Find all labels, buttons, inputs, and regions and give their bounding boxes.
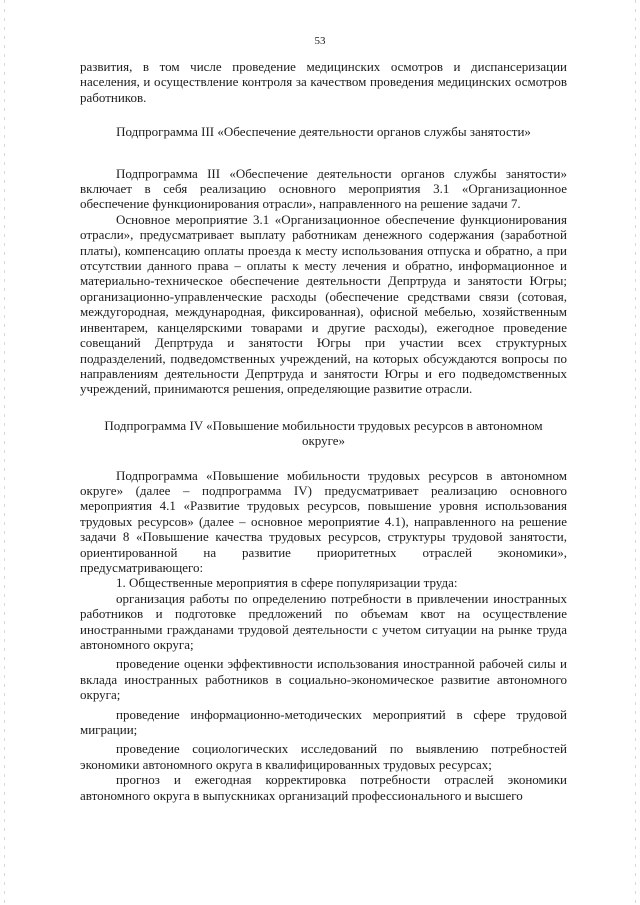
subprogram-4-item-4: проведение социологических исследований по выявлению потребностей экономики автономного округа в квалифицированных трудовых ресурсах; [80, 741, 567, 772]
subprogram-4-item-2: проведение оценки эффективности использования иностранной рабочей силы и вклада иностранных работников в социально-экономическое развитие автономного округа; [80, 656, 567, 703]
intro-paragraph: развития, в том числе проведение медицинских осмотров и диспансеризации населения, и осуществление контроля за качеством проведения медицинских осмотров работников. [80, 59, 567, 105]
document-body [80, 59, 567, 803]
subprogram-3-paragraph-2: Основное мероприятие 3.1 «Организационное обеспечение функционирования отрасли», предусматривает выплату работникам денежного содержания (заработной платы), компенсацию оплаты проезда к месту использования отпуска и обратно, а при отсутствии данного права – оплаты к месту лечения и обратно, информационное и материально-техническое обеспечение деятельности Депртруда и занятости Югры; организационно-управленческие расходы (обеспечение средствами связи (сотовая, междугородная, международная, фиксированная), офисной мебелью, хозяйственным инвентарем, канцелярскими товарами и другие расходы), ежегодное проведение совещаний Депртруда и занятости Югры при участии всех структурных подразделений, подведомственных учреждений, на которых обсуждаются вопросы по направлениям деятельности Депртруда и занятости Югры и его подведомственных учреждений, принимаются решения, определяющие развитие отрасли. [80, 211, 567, 397]
subprogram-4-heading: Подпрограмма IV «Повышение мобильности трудовых ресурсов в автономном округе» [104, 417, 543, 449]
scan-edge-right [635, 0, 636, 905]
subprogram-4-intro: Подпрограмма «Повышение мобильности трудовых ресурсов в автономном округе» (далее – подпрограмма IV) предусматривает реализацию основного мероприятия 4.1 «Развитие трудовых ресурсов, повышение уровня использования трудовых ресурсов» (далее – основное мероприятие 4.1), направленного на решение задачи 8 «Повышение качества трудовых ресурсов, структуры трудовой занятости, ориентированной на развитие приоритетных отраслей экономики», предусматривающего: [80, 467, 567, 575]
subprogram-3-paragraph-1: Подпрограмма III «Обеспечение деятельности органов службы занятости» включает в себя реализацию основного мероприятия 3.1 «Организационное обеспечение функционирования отрасли», направленного на решение задачи 7. [80, 165, 567, 212]
subprogram-4-item-1: организация работы по определению потребности в привлечении иностранных работников и подготовке предложений по объемам квот на осуществление иностранными гражданами трудовой деятельности с учетом ситуации на рынке труда автономного округа; [80, 590, 567, 652]
scan-edge-left [4, 0, 5, 905]
subprogram-4-item-5: прогноз и ежегодная корректировка потребности отраслей экономики автономного округа в выпускниках организаций профессионального и высшего [80, 772, 567, 803]
subprogram-4-list-title: 1. Общественные мероприятия в сфере популяризации труда: [116, 575, 458, 591]
page-number: 53 [314, 35, 326, 47]
subprogram-3-heading: Подпрограмма III «Обеспечение деятельности органов службы занятости» [116, 124, 531, 140]
subprogram-4-item-3: проведение информационно-методических мероприятий в сфере трудовой миграции; [80, 706, 567, 738]
